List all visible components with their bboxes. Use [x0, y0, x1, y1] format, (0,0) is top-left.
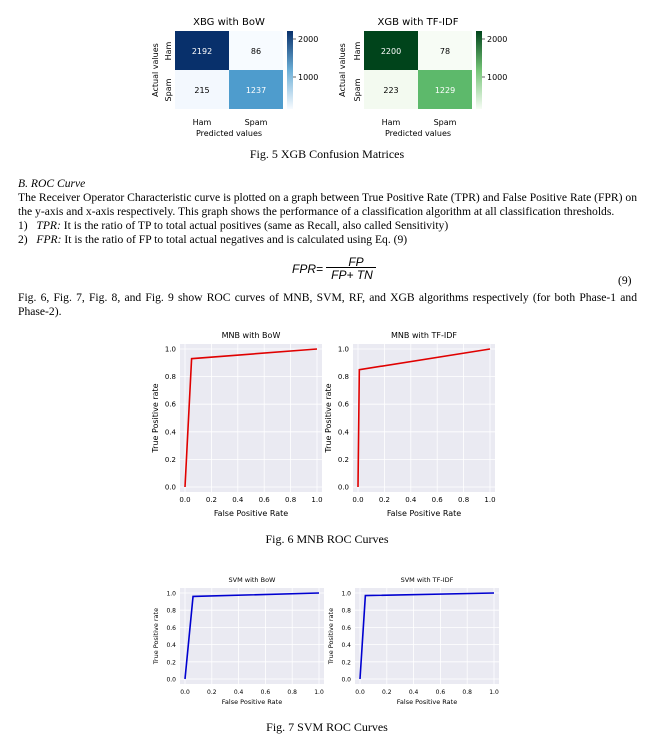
x-tick-label: 1.0 — [314, 689, 324, 696]
plot-area — [355, 588, 499, 684]
cm-title: XGB with TF-IDF — [377, 17, 459, 28]
y-axis-label: True Positive rate — [327, 607, 335, 665]
cm-value: 215 — [194, 86, 210, 95]
x-tick-label: 0.4 — [232, 496, 244, 504]
figure-caption: Fig. 6 MNB ROC Curves — [265, 532, 389, 546]
x-tick-label: 0.2 — [207, 689, 217, 696]
y-tick-label: 0.8 — [337, 373, 349, 382]
section-paragraph: The Receiver Operator Characteristic curve is plotted on a graph between True Positive Rate (TPR) and False Positive Rate (FPR) on the y-axis and x-axis respectively. This graph shows the performance of a classification algorithm at all classification thresholds. — [18, 191, 637, 218]
cm-colorbar — [476, 31, 482, 109]
list-item — [18, 233, 637, 247]
y-tick-label: 0.8 — [164, 373, 176, 382]
confusion-matrices-figure — [0, 0, 654, 148]
equation-lhs: FPR= — [292, 262, 324, 276]
cm-row-label: Spam — [353, 78, 362, 102]
cm-value: 2200 — [380, 47, 402, 56]
cm-colorbar-tick: 1000 — [487, 73, 508, 82]
y-tick-label: 0.6 — [341, 624, 351, 632]
y-tick-label: 0.2 — [166, 659, 176, 667]
y-tick-label: 0.0 — [164, 483, 176, 492]
cm-row-label: Ham — [353, 41, 362, 61]
list-text: It is the ratio of FP to total actual negatives and is calculated using Eq. (9) — [61, 233, 408, 246]
x-tick-label: 0.8 — [462, 689, 472, 696]
x-tick-label: 0.6 — [435, 689, 446, 696]
x-tick-label: 0.8 — [287, 689, 297, 696]
cm-col-label: Spam — [244, 118, 268, 127]
x-tick-label: 0.6 — [431, 496, 443, 504]
cm-col-label: Ham — [192, 118, 212, 127]
x-tick-label: 0.4 — [233, 689, 244, 696]
x-tick-label: 0.0 — [179, 496, 191, 504]
figure-caption: Fig. 7 SVM ROC Curves — [266, 720, 388, 734]
y-axis-label: True Positive rate — [152, 607, 160, 665]
cm-y-label: Actual values — [151, 43, 160, 97]
chart-title: MNB with BoW — [221, 331, 281, 340]
y-tick-label: 0.8 — [341, 607, 351, 615]
y-tick-label: 0.8 — [166, 607, 176, 615]
y-tick-label: 0.6 — [337, 400, 349, 409]
y-tick-label: 0.4 — [341, 642, 351, 650]
plot-area — [180, 588, 324, 684]
cm-x-label: Predicted values — [195, 129, 263, 138]
x-axis-label: False Positive Rate — [386, 509, 462, 518]
plot-area — [180, 344, 322, 492]
list-number: 1) — [18, 219, 28, 232]
x-tick-label: 0.6 — [260, 689, 271, 696]
chart-title: SVM with BoW — [228, 576, 276, 584]
y-tick-label: 1.0 — [341, 590, 351, 598]
x-tick-label: 0.4 — [405, 496, 417, 504]
x-tick-label: 0.2 — [382, 689, 392, 696]
x-tick-label: 0.6 — [258, 496, 270, 504]
cm-value: 1237 — [245, 86, 267, 95]
x-tick-label: 1.0 — [484, 496, 496, 504]
x-axis-label: False Positive Rate — [221, 698, 283, 706]
y-tick-label: 0.6 — [166, 624, 176, 632]
x-tick-label: 0.0 — [355, 689, 365, 696]
cm-value: 2192 — [191, 47, 213, 56]
cm-title: XBG with BoW — [193, 17, 265, 28]
figure-caption: Fig. 5 XGB Confusion Matrices — [249, 147, 405, 161]
confusion-matrix-tfidf — [338, 17, 507, 138]
equation-denominator: FP+ TN — [331, 268, 373, 282]
y-tick-label: 0.6 — [164, 400, 176, 409]
x-tick-label: 1.0 — [311, 496, 323, 504]
x-axis-label: False Positive Rate — [396, 698, 458, 706]
y-tick-label: 0.2 — [337, 455, 349, 464]
roc-chart — [324, 331, 496, 518]
section-heading: B. ROC Curve — [18, 177, 86, 190]
roc-chart — [151, 331, 323, 518]
confusion-matrix-bow — [151, 17, 318, 138]
section-paragraph-2: Fig. 6, Fig. 7, Fig. 8, and Fig. 9 show ROC curves of MNB, SVM, RF, and XGB algorithms respectively (for both Phase-1 and Phase-2). — [18, 291, 637, 318]
list-item — [18, 219, 637, 233]
roc-chart — [327, 576, 499, 706]
x-tick-label: 0.0 — [180, 689, 190, 696]
chart-title: SVM with TF-IDF — [400, 576, 454, 584]
cm-col-label: Ham — [381, 118, 401, 127]
x-tick-label: 0.2 — [205, 496, 217, 504]
roc-chart — [152, 576, 324, 706]
y-tick-label: 0.4 — [166, 642, 176, 650]
list-number: 2) — [18, 233, 28, 246]
plot-area — [353, 344, 495, 492]
cm-x-label: Predicted values — [384, 129, 452, 138]
x-tick-label: 0.0 — [352, 496, 364, 504]
y-tick-label: 0.2 — [341, 659, 351, 667]
cm-y-label: Actual values — [338, 43, 347, 97]
list-text: It is the ratio of TP to total actual positives (same as Recall, also called Sensitivity) — [60, 219, 449, 232]
y-tick-label: 0.4 — [337, 428, 349, 437]
cm-value: 223 — [383, 86, 399, 95]
y-tick-label: 0.4 — [164, 428, 176, 437]
y-tick-label: 0.0 — [337, 483, 349, 492]
y-tick-label: 1.0 — [164, 345, 176, 354]
x-tick-label: 0.8 — [458, 496, 470, 504]
y-axis-label: True Positive rate — [151, 383, 160, 453]
y-tick-label: 0.2 — [164, 455, 176, 464]
cm-value: 78 — [439, 47, 451, 56]
x-axis-label: False Positive Rate — [213, 509, 289, 518]
equation-number: (9) — [618, 274, 632, 287]
y-tick-label: 1.0 — [166, 590, 176, 598]
y-tick-label: 0.0 — [166, 676, 176, 684]
x-tick-label: 0.8 — [285, 496, 297, 504]
cm-colorbar-tick: 2000 — [298, 35, 319, 44]
cm-colorbar-tick: 2000 — [487, 35, 508, 44]
y-axis-label: True Positive rate — [324, 383, 333, 453]
cm-colorbar-tick: 1000 — [298, 73, 319, 82]
cm-row-label: Ham — [164, 41, 173, 61]
cm-col-label: Spam — [433, 118, 457, 127]
list-term: TPR: — [36, 219, 61, 232]
y-tick-label: 0.0 — [341, 676, 351, 684]
list-term: FPR: — [36, 233, 62, 246]
x-tick-label: 0.4 — [408, 689, 419, 696]
cm-value: 86 — [250, 47, 262, 56]
cm-colorbar — [287, 31, 293, 109]
x-tick-label: 1.0 — [489, 689, 499, 696]
x-tick-label: 0.2 — [378, 496, 390, 504]
cm-value: 1229 — [434, 86, 456, 95]
cm-row-label: Spam — [164, 78, 173, 102]
chart-title: MNB with TF-IDF — [391, 331, 457, 340]
equation-numerator: FP — [348, 255, 364, 269]
y-tick-label: 1.0 — [337, 345, 349, 354]
